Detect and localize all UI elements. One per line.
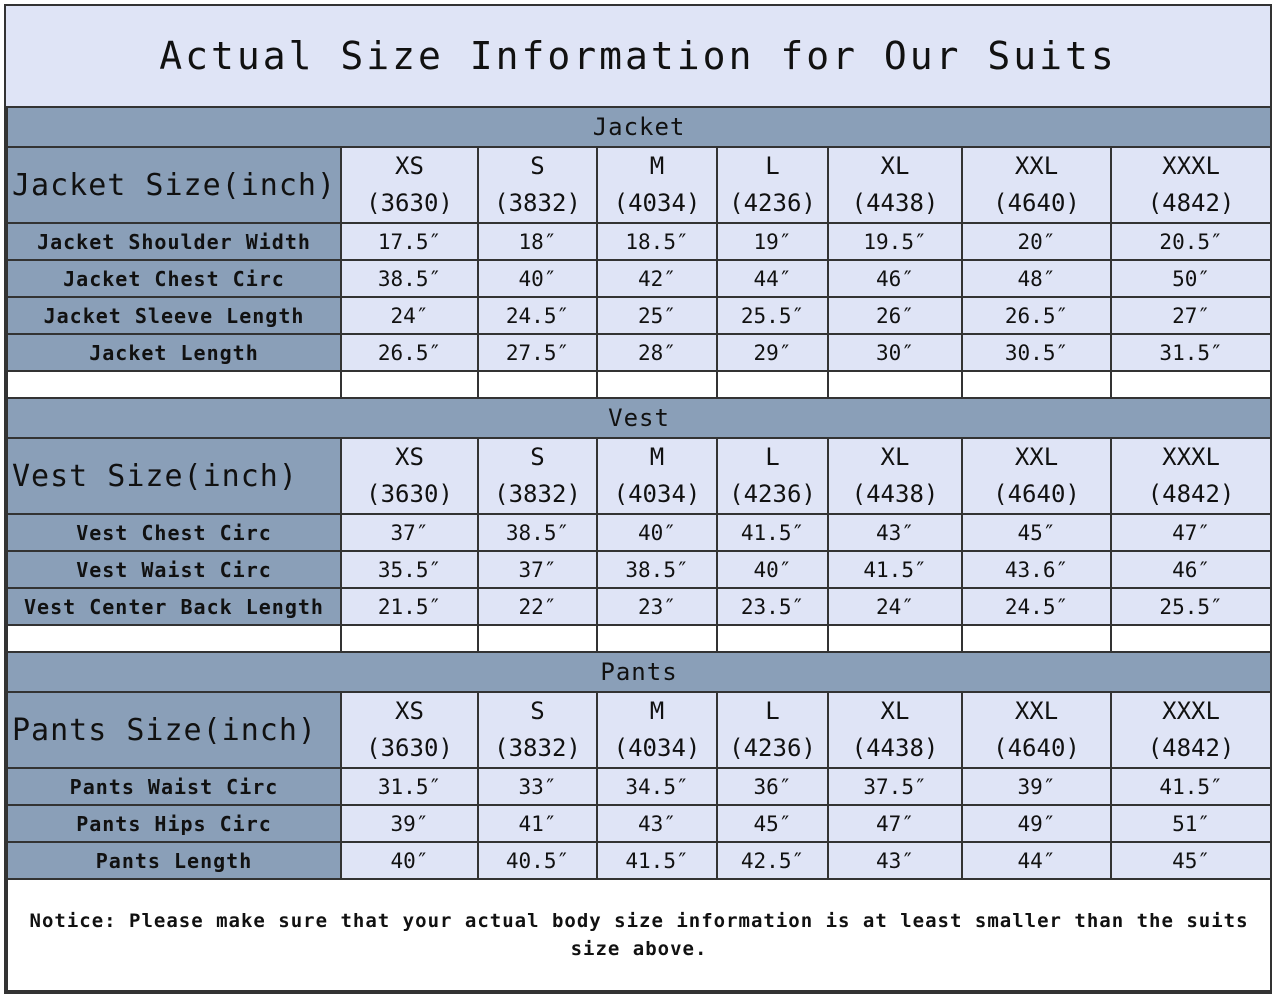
measurement-label: Jacket Shoulder Width xyxy=(7,223,341,260)
measurement-value: 25.5″ xyxy=(717,297,828,334)
blank-cell xyxy=(478,371,597,398)
measurement-value: 26″ xyxy=(828,297,962,334)
measurement-value: 34.5″ xyxy=(597,768,717,805)
blank-cell xyxy=(597,371,717,398)
measurement-label: Jacket Sleeve Length xyxy=(7,297,341,334)
table-row xyxy=(7,334,1271,371)
measurement-value: 50″ xyxy=(1111,260,1271,297)
blank-row xyxy=(7,371,1271,398)
size-number: (3630) xyxy=(366,189,453,217)
measurement-value: 40″ xyxy=(597,514,717,551)
size-column-header xyxy=(717,692,828,768)
size-column-header xyxy=(341,692,478,768)
measurement-value: 40″ xyxy=(478,260,597,297)
size-column-header xyxy=(828,692,962,768)
blank-cell xyxy=(597,625,717,652)
size-header-row xyxy=(7,147,1271,223)
size-code: L xyxy=(765,697,780,725)
size-code: S xyxy=(530,443,545,471)
size-header-row xyxy=(7,438,1271,514)
measurement-value: 21.5″ xyxy=(341,588,478,625)
measurement-value: 27.5″ xyxy=(478,334,597,371)
size-column-header xyxy=(341,438,478,514)
size-code: XS xyxy=(395,152,424,180)
blank-cell xyxy=(341,371,478,398)
size-code: XXXL xyxy=(1162,152,1220,180)
measurement-label: Pants Waist Circ xyxy=(7,768,341,805)
blank-row xyxy=(7,625,1271,652)
measurement-value: 20.5″ xyxy=(1111,223,1271,260)
size-number: (4438) xyxy=(851,480,939,508)
measurement-label: Vest Chest Circ xyxy=(7,514,341,551)
measurement-value: 30″ xyxy=(828,334,962,371)
measurement-value: 20″ xyxy=(962,223,1111,260)
blank-cell xyxy=(7,371,341,398)
size-code: XXL xyxy=(1014,697,1059,725)
size-code: XS xyxy=(395,443,424,471)
size-number: (3630) xyxy=(366,480,453,508)
size-number: (4842) xyxy=(1147,734,1235,762)
measurement-value: 47″ xyxy=(1111,514,1271,551)
size-header-row xyxy=(7,692,1271,768)
measurement-value: 19″ xyxy=(717,223,828,260)
measurement-value: 44″ xyxy=(717,260,828,297)
measurement-value: 42″ xyxy=(597,260,717,297)
measurement-value: 24.5″ xyxy=(962,588,1111,625)
size-number: (4842) xyxy=(1147,480,1235,508)
measurement-value: 41.5″ xyxy=(1111,768,1271,805)
blank-cell xyxy=(828,625,962,652)
size-column-header xyxy=(341,147,478,223)
size-column-header xyxy=(597,692,717,768)
size-column-header xyxy=(478,692,597,768)
size-number: (3630) xyxy=(366,734,453,762)
notice-text: Notice: Please make sure that your actual body size information is at least smaller than the suits size above. xyxy=(7,879,1271,991)
size-number: (3832) xyxy=(494,480,581,508)
size-number: (4236) xyxy=(729,734,816,762)
measurement-value: 22″ xyxy=(478,588,597,625)
measurement-value: 29″ xyxy=(717,334,828,371)
measurement-value: 18″ xyxy=(478,223,597,260)
measurement-value: 35.5″ xyxy=(341,551,478,588)
measurement-value: 43″ xyxy=(828,842,962,879)
title-band xyxy=(6,6,1270,108)
size-number: (4640) xyxy=(993,480,1080,508)
size-number: (3832) xyxy=(494,734,581,762)
blank-cell xyxy=(962,371,1111,398)
table-row xyxy=(7,588,1271,625)
measurement-value: 25″ xyxy=(597,297,717,334)
size-code: XS xyxy=(395,697,424,725)
size-column-header xyxy=(1111,438,1271,514)
blank-cell xyxy=(341,625,478,652)
measurement-label: Jacket Length xyxy=(7,334,341,371)
measurement-value: 40″ xyxy=(717,551,828,588)
measurement-value: 19.5″ xyxy=(828,223,962,260)
size-header-label: Jacket Size(inch) xyxy=(7,147,341,223)
size-code: XL xyxy=(880,152,910,180)
section-header-row xyxy=(7,652,1271,692)
size-code: S xyxy=(530,697,545,725)
measurement-value: 17.5″ xyxy=(341,223,478,260)
measurement-label: Pants Hips Circ xyxy=(7,805,341,842)
measurement-value: 26.5″ xyxy=(962,297,1111,334)
measurement-value: 25.5″ xyxy=(1111,588,1271,625)
measurement-value: 28″ xyxy=(597,334,717,371)
measurement-value: 45″ xyxy=(962,514,1111,551)
notice-row xyxy=(7,879,1271,991)
measurement-value: 37″ xyxy=(478,551,597,588)
section-header-row xyxy=(7,107,1271,147)
measurement-value: 43.6″ xyxy=(962,551,1111,588)
measurement-value: 23″ xyxy=(597,588,717,625)
measurement-value: 40″ xyxy=(341,842,478,879)
measurement-value: 49″ xyxy=(962,805,1111,842)
size-table xyxy=(6,106,1272,992)
measurement-value: 26.5″ xyxy=(341,334,478,371)
measurement-value: 40.5″ xyxy=(478,842,597,879)
section-title: Jacket xyxy=(7,107,1271,147)
blank-cell xyxy=(478,625,597,652)
measurement-value: 37″ xyxy=(341,514,478,551)
size-header-label: Vest Size(inch) xyxy=(7,438,341,514)
size-column-header xyxy=(828,438,962,514)
measurement-value: 38.5″ xyxy=(341,260,478,297)
blank-cell xyxy=(717,371,828,398)
measurement-value: 41″ xyxy=(478,805,597,842)
size-code: XXL xyxy=(1014,443,1059,471)
size-code: XXXL xyxy=(1162,443,1220,471)
size-code: M xyxy=(649,443,665,471)
measurement-value: 18.5″ xyxy=(597,223,717,260)
size-number: (4034) xyxy=(613,734,701,762)
size-code: XXXL xyxy=(1162,697,1220,725)
measurement-value: 38.5″ xyxy=(478,514,597,551)
section-title: Pants xyxy=(7,652,1271,692)
measurement-value: 51″ xyxy=(1111,805,1271,842)
size-number: (4438) xyxy=(851,189,939,217)
measurement-value: 39″ xyxy=(962,768,1111,805)
measurement-value: 41.5″ xyxy=(597,842,717,879)
size-number: (4438) xyxy=(851,734,939,762)
section-title: Vest xyxy=(7,398,1271,438)
measurement-value: 31.5″ xyxy=(341,768,478,805)
size-number: (4640) xyxy=(993,189,1080,217)
measurement-value: 31.5″ xyxy=(1111,334,1271,371)
measurement-label: Pants Length xyxy=(7,842,341,879)
measurement-value: 43″ xyxy=(597,805,717,842)
blank-cell xyxy=(717,625,828,652)
blank-cell xyxy=(1111,625,1271,652)
size-column-header xyxy=(1111,147,1271,223)
size-number: (4236) xyxy=(729,480,816,508)
measurement-value: 37.5″ xyxy=(828,768,962,805)
measurement-value: 45″ xyxy=(717,805,828,842)
table-row xyxy=(7,551,1271,588)
blank-cell xyxy=(7,625,341,652)
measurement-label: Vest Center Back Length xyxy=(7,588,341,625)
size-number: (4236) xyxy=(729,189,816,217)
size-column-header xyxy=(962,692,1111,768)
size-code: XXL xyxy=(1014,152,1059,180)
measurement-value: 24.5″ xyxy=(478,297,597,334)
size-column-header xyxy=(478,438,597,514)
size-number: (4034) xyxy=(613,189,701,217)
measurement-value: 30.5″ xyxy=(962,334,1111,371)
size-column-header xyxy=(1111,692,1271,768)
size-column-header xyxy=(828,147,962,223)
table-row xyxy=(7,223,1271,260)
size-code: XL xyxy=(880,443,910,471)
measurement-value: 36″ xyxy=(717,768,828,805)
measurement-value: 42.5″ xyxy=(717,842,828,879)
table-row xyxy=(7,842,1271,879)
measurement-value: 27″ xyxy=(1111,297,1271,334)
section-header-row xyxy=(7,398,1271,438)
size-code: L xyxy=(765,443,780,471)
size-number: (4640) xyxy=(993,734,1080,762)
table-row xyxy=(7,514,1271,551)
size-number: (3832) xyxy=(494,189,581,217)
size-header-label: Pants Size(inch) xyxy=(7,692,341,768)
measurement-value: 24″ xyxy=(828,588,962,625)
size-code: M xyxy=(649,152,665,180)
measurement-value: 33″ xyxy=(478,768,597,805)
size-column-header xyxy=(962,147,1111,223)
measurement-value: 48″ xyxy=(962,260,1111,297)
size-column-header xyxy=(717,438,828,514)
size-code: M xyxy=(649,697,665,725)
page-title: Actual Size Information for Our Suits xyxy=(159,34,1117,78)
size-code: S xyxy=(530,152,545,180)
table-row xyxy=(7,260,1271,297)
size-column-header xyxy=(597,147,717,223)
size-number: (4842) xyxy=(1147,189,1235,217)
measurement-value: 46″ xyxy=(828,260,962,297)
measurement-value: 38.5″ xyxy=(597,551,717,588)
measurement-value: 44″ xyxy=(962,842,1111,879)
table-row xyxy=(7,768,1271,805)
table-row xyxy=(7,805,1271,842)
measurement-value: 43″ xyxy=(828,514,962,551)
measurement-label: Vest Waist Circ xyxy=(7,551,341,588)
blank-cell xyxy=(962,625,1111,652)
measurement-value: 39″ xyxy=(341,805,478,842)
size-code: XL xyxy=(880,697,910,725)
size-code: L xyxy=(765,152,780,180)
blank-cell xyxy=(828,371,962,398)
measurement-value: 46″ xyxy=(1111,551,1271,588)
measurement-label: Jacket Chest Circ xyxy=(7,260,341,297)
size-column-header xyxy=(597,438,717,514)
measurement-value: 24″ xyxy=(341,297,478,334)
measurement-value: 23.5″ xyxy=(717,588,828,625)
table-row xyxy=(7,297,1271,334)
measurement-value: 41.5″ xyxy=(717,514,828,551)
size-number: (4034) xyxy=(613,480,701,508)
measurement-value: 45″ xyxy=(1111,842,1271,879)
size-column-header xyxy=(478,147,597,223)
size-column-header xyxy=(962,438,1111,514)
blank-cell xyxy=(1111,371,1271,398)
size-column-header xyxy=(717,147,828,223)
measurement-value: 47″ xyxy=(828,805,962,842)
measurement-value: 41.5″ xyxy=(828,551,962,588)
size-chart xyxy=(4,4,1272,994)
